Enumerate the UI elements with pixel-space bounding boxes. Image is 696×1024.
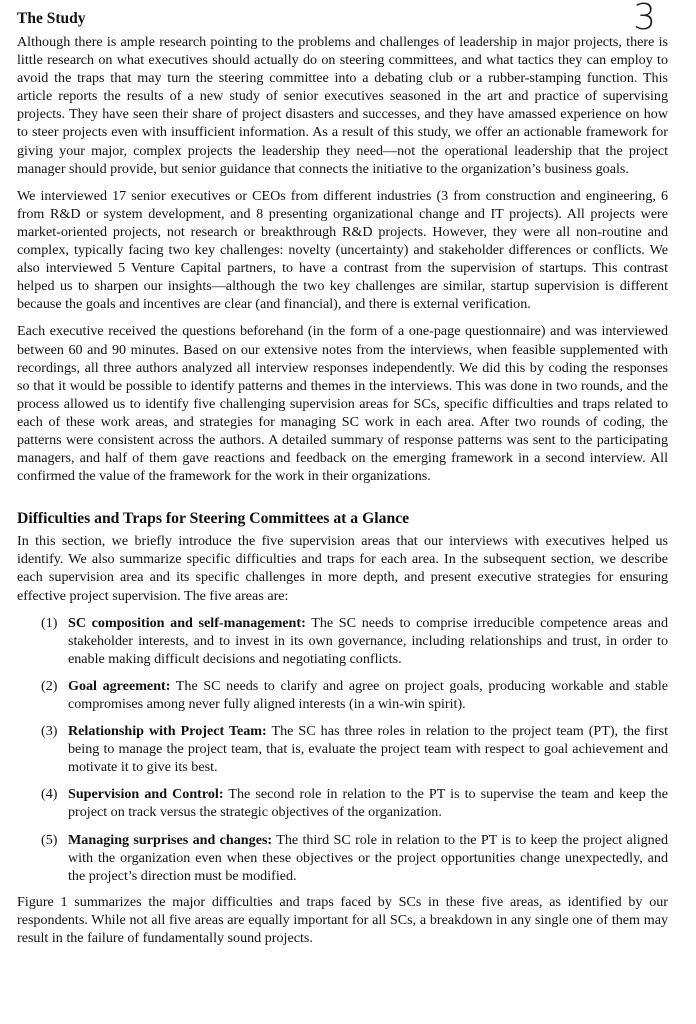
- list-item-number: (2): [41, 677, 58, 694]
- section-heading-the-study: The Study: [17, 10, 86, 27]
- list-item-title: Goal agreement:: [68, 677, 171, 694]
- section-intro-paragraph: In this section, we briefly introduce the five supervision areas that our interviews with executives helped us identify. We also summarize specific difficulties and traps for each area. In the subsequent section, we describe each supervision area and its specific challenges in more depth, and present executive strategies for ensuring effective project supervision. The five areas are:: [17, 533, 668, 604]
- closing-paragraph: Figure 1 summarizes the major difficulties and traps faced by SCs in these five areas, as identified by our respondents. While not all five areas are equally important for all SCs, a breakdown in any single one of them may result in the failure of fundamentally sound projects.: [17, 893, 668, 947]
- list-item-text: The second role in relation to the PT is to supervise the team and keep the project on track versus the strategic objectives of the organization.: [68, 786, 668, 821]
- list-item-text: The SC needs to clarify and agree on project goals, producing workable and stable compromises among never fully aligned interests (in a win-win spirit).: [68, 677, 668, 712]
- list-item-title: Supervision and Control:: [68, 786, 224, 803]
- body-paragraph: Although there is ample research pointing to the problems and challenges of leadership in major projects, there is little research on what executives should actually do on steering committees, and what tactics they can employ to avoid the traps that may turn the steering committee into a debating club or a rubber-stamping function. This article reports the results of a new study of senior executives seasoned in the art and practice of supervising projects. They have seen their share of project disasters and successes, and they have amassed experience on how to steer projects even with insufficient information. As a result of this study, we offer an actionable framework for giving your major, complex projects the leadership they need—not the operational leadership that the project manager should provide, but senior guidance that connects the initiative to the organization’s business goals.: [17, 34, 668, 177]
- list-item-text: The third SC role in relation to the PT is to keep the project aligned with the organization even when these objectives or the project opportunities change unexpectedly, and the project’s direction must be modified.: [68, 831, 669, 884]
- supervision-areas-list: [17, 614, 668, 885]
- list-item-number: (3): [41, 723, 58, 740]
- list-item-number: (4): [41, 786, 58, 803]
- document-page: [17, 9, 668, 956]
- list-item: [17, 722, 668, 776]
- list-item: [17, 614, 668, 668]
- list-item-text: The SC has three roles in relation to the project team (PT), the first being to manage the project team, that is, evaluate the project team with respect to goal achievement and motivate it to give its best.: [68, 723, 668, 776]
- list-item-title: Relationship with Project Team:: [68, 723, 267, 740]
- list-item-number: (1): [41, 614, 58, 631]
- list-item: [17, 831, 668, 885]
- section-heading-difficulties-and-traps: Difficulties and Traps for Steering Committees at a Glance: [17, 510, 410, 528]
- list-item: [17, 677, 668, 713]
- page-number: 3: [633, 0, 656, 38]
- list-item-number: (5): [41, 831, 58, 848]
- list-item: [17, 785, 668, 821]
- list-item-title: SC composition and self-management:: [68, 614, 306, 631]
- list-item-title: Managing surprises and changes:: [68, 831, 273, 848]
- body-paragraph: We interviewed 17 senior executives or CEOs from different industries (3 from construction and engineering, 6 from R&D or system development, and 8 presenting organizational change and IT projects). All projects were market-oriented projects, not research or breakthrough R&D projects. However, they were all non-routine and complex, typically facing two key challenges: novelty (uncertainty) and stakeholder differences or conflicts. We also interviewed 5 Venture Capital partners, to have a contrast from the supervision of startups. This contrast helped us to sharpen our insights—although the two key challenges are similar, startup supervision is different because the goals and incentives are clear (and financial), and there is external verification.: [17, 187, 668, 313]
- body-paragraph: Each executive received the questions beforehand (in the form of a one-page questionnaire) and was interviewed between 60 and 90 minutes. Based on our extensive notes from the interviews, when feasible supplemented with recordings, all three authors analyzed all interview responses independently. We did this by coding the responses so that it would be possible to identify patterns and themes in the interviews. This was done in two rounds, and the process allowed us to identify five challenging supervision areas for SCs, specific difficulties and traps related to each of these work areas, and strategies for managing SC work in each area. After two rounds of coding, the patterns were consistent across the authors. A detailed summary of response patterns was sent to the participating managers, and half of them gave reactions and feedback on the emerging framework in a second interview. All confirmed the value of the framework for the work in their organizations.: [17, 323, 668, 485]
- list-item-text: The SC needs to comprise irreducible competence areas and stakeholder interests, and to invest in its own governance, including relationships and trust, in order to enable making difficult decisions and negotiating conflicts.: [68, 614, 669, 667]
